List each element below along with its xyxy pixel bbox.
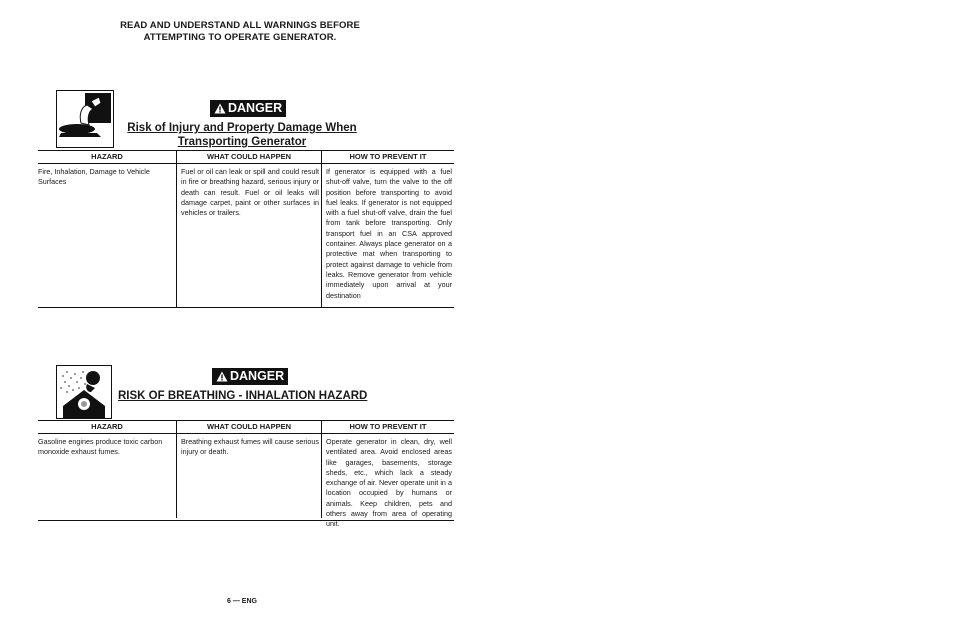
what-could-happen-cell: Breathing exhaust fumes will cause serious injury or death. [176, 434, 321, 518]
header-line-2: ATTEMPTING TO OPERATE GENERATOR. [143, 32, 337, 43]
column-header-hazard: HAZARD [38, 150, 176, 164]
section-title-line-1: RISK OF BREATHING - INHALATION HAZARD [118, 390, 368, 402]
danger-label: DANGER [228, 101, 283, 115]
page-header [90, 20, 390, 44]
warning-triangle-icon [216, 371, 228, 382]
page-number: 6 — ENG [227, 598, 257, 605]
hazard-table [38, 150, 454, 307]
danger-badge [212, 368, 288, 385]
hazard-table [38, 420, 454, 529]
danger-label: DANGER [230, 369, 285, 383]
header-line-1: READ AND UNDERSTAND ALL WARNINGS BEFORE [120, 20, 360, 31]
what-could-happen-cell: Fuel or oil can leak or spill and could result in fire or breathing hazard, serious injury or death can result. Fuel or oil leaks will damage carpet, paint or other surfaces in vehicles or trailers. [176, 164, 321, 307]
hazard-cell: Gasoline engines produce toxic carbon monoxide exhaust fumes. [38, 437, 163, 457]
fuel-spill-pictogram-icon [56, 90, 114, 148]
table-bottom-rule [38, 307, 454, 308]
toxic-fumes-inhalation-pictogram-icon [56, 365, 112, 419]
column-header-what-could-happen: WHAT COULD HAPPEN [176, 150, 321, 164]
section-title [122, 121, 362, 149]
column-header-how-to-prevent: HOW TO PREVENT IT [321, 150, 454, 164]
how-to-prevent-cell: Operate generator in clean, dry, well ventilated area. Avoid enclosed areas like garages, basements, storage sheds, etc., which lack a steady exchange of air. Never operate unit in a location occupied by humans or animals. Keep children, pets and others away from area of operating unit. [321, 434, 454, 518]
hazard-cell: Fire, Inhalation, Damage to Vehicle Surfaces [38, 167, 150, 187]
column-header-what-could-happen: WHAT COULD HAPPEN [176, 420, 321, 434]
column-header-how-to-prevent: HOW TO PREVENT IT [321, 420, 454, 434]
table-bottom-rule [38, 520, 454, 521]
danger-badge [210, 100, 286, 117]
section-title-line-1: Risk of Injury and Property Damage When [127, 122, 357, 134]
warning-triangle-icon [214, 103, 226, 114]
section-title [118, 389, 378, 403]
section-title-line-2: Transporting Generator [177, 136, 307, 148]
how-to-prevent-cell: If generator is equipped with a fuel shut-off valve, turn the valve to the off position before transporting to avoid fuel leaks. If generator is not equipped with a fuel shut-off valve, drain the fuel from tank before transporting. Only transport fuel in an CSA approved container. Always place generator on a protective mat when transporting to protect against damage to vehicle from leaks. Remove generator from vehicle immediately upon arrival at your destination [321, 164, 454, 307]
column-header-hazard: HAZARD [38, 420, 176, 434]
